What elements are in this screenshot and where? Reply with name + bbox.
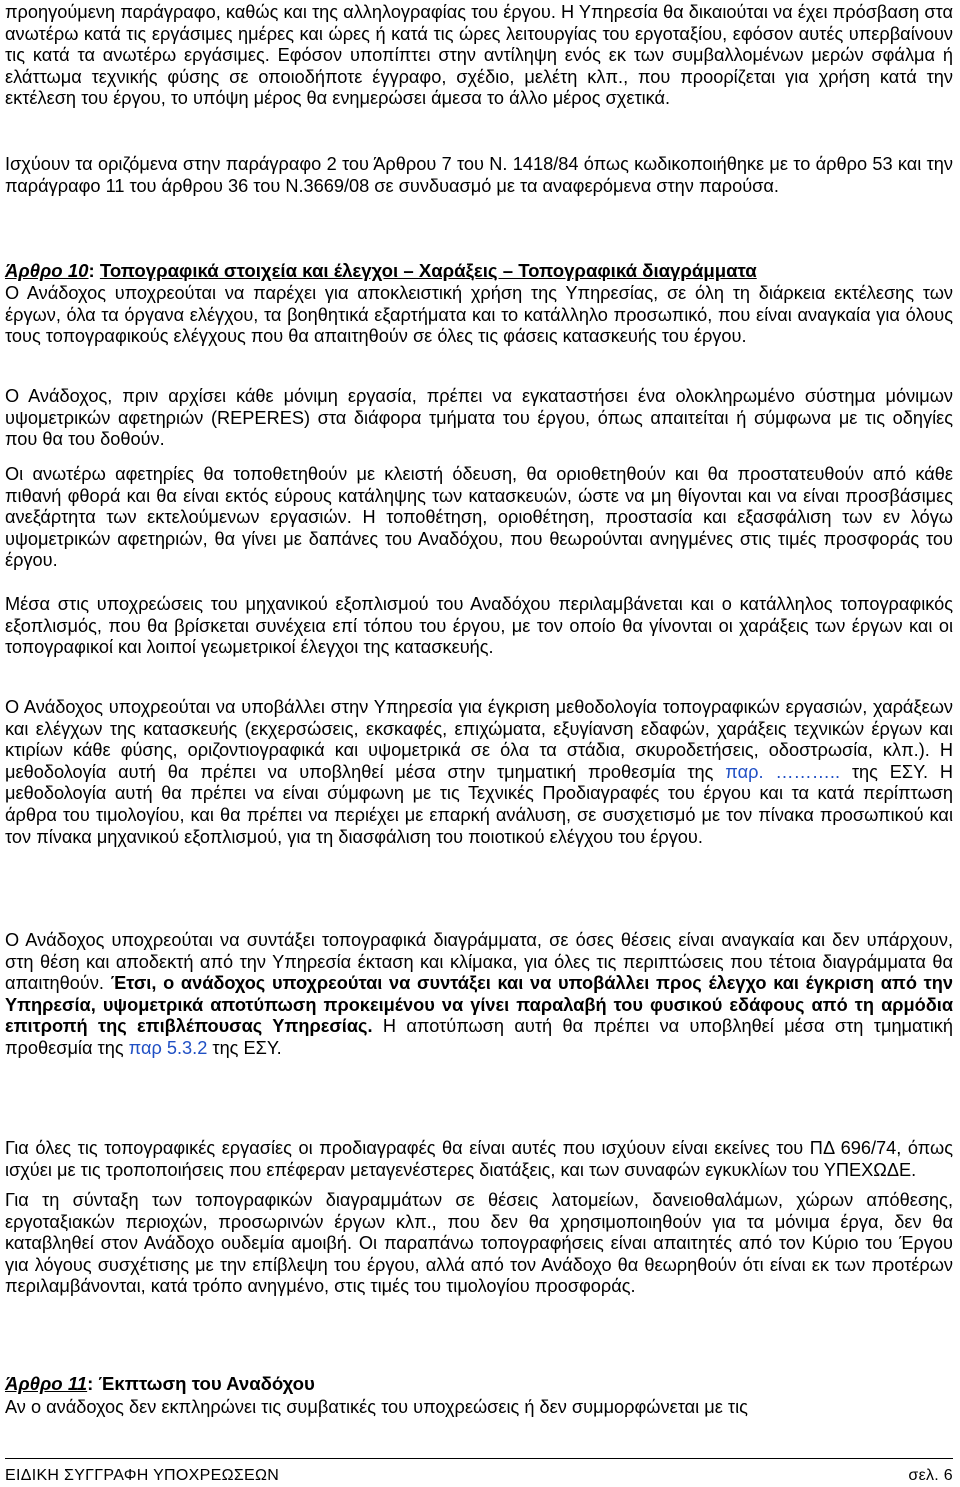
article-11-heading (5, 1373, 953, 1395)
article-10-paragraph-4: Μέσα στις υποχρεώσεις του μηχανικού εξοπλισμού του Αναδόχου περιλαμβάνεται και ο κατάλληλος τοπογραφικός εξοπλισμός, που θα βρίσκεται συνέχεια επί τόπου του έργου, με τον οποίο θα γίνονται οι χαράξεις των έργων και οι τοπογραφικοί και λοιποί γεωμετρικοί έλεγχοι της κατασκευής. (5, 594, 953, 658)
article-10-paragraph-1: Ο Ανάδοχος υποχρεούται να παρέχει για αποκλειστική χρήση της Υπηρεσίας, σε όλη τη διάρκεια εκτέλεσης των έργων, όλα τα όργανα ελέγχου, τα βοηθητικά εξαρτήματα και το κατάλληλο προσωπικό, που είναι αναγκαία για όλους τους τοπογραφικούς ελέγχους που θα απαιτηθούν σε όλες τις φάσεις κατασκευής του έργου. (5, 283, 953, 347)
p5-text-b: της ΕΣΥ. Η μεθοδολογία αυτή θα πρέπει να είναι σύμφωνη με τις Τεχνικές Προδιαγραφές του έργου και τα κατά περίπτωση άρθρα του τιμολογίου, και θα πρέπει να περιέχει με επαρκή ανάλυση, σε συσχετισμό με τον πίνακα προσωπικού και τον πίνακα μηχανικού εξοπλισμού, για τη διασφάλιση του ποιοτικού ελέγχου του έργου. (5, 761, 953, 847)
article-10-paragraph-2: Ο Ανάδοχος, πριν αρχίσει κάθε μόνιμη εργασία, πρέπει να εγκαταστήσει ένα ολοκληρωμένο σύστημα μόνιμων υψομετρικών αφετηριών (REPERES) στα διάφορα τμήματα του έργου, όπως απαιτείται ή σύμφωνα με τις οδηγίες που θα του δοθούν. (5, 386, 953, 450)
article-10-colon: : (88, 260, 100, 281)
paragraph-top: προηγούμενη παράγραφο, καθώς και της αλληλογραφίας του έργου. Η Υπηρεσία θα δικαιούται να έχει πρόσβαση στα ανωτέρω κατά τις εργάσιμες ημέρες και ώρες ή κατά τις ώρες λειτουργίας του εργοταξίου, εφόσον αυτές υπερβαίνουν τις κατά τα ανωτέρω εργάσιμες. Εφόσον υποπίπτει στην αντίληψη ενός εκ των συμβαλλομένων μερών σφάλμα ή ελάττωμα τεχνικής φύσης σε οποιοδήποτε έγγραφο, σχέδιο, μελέτη κλπ., που προορίζεται για χρήση κατά την εκτέλεση του έργου, το υπόψη μέρος θα ενημερώσει άμεσα το άλλο μέρος σχετικά. (5, 2, 953, 109)
article-10-paragraph-8: Για τη σύνταξη των τοπογραφικών διαγραμμάτων σε θέσεις λατομείων, δανειοθαλάμων, χώρων απόθεσης, εργοταξιακών περιοχών, προσωρινών έργων κλπ., που δεν θα χρησιμοποιηθούν για τα μόνιμα έργα, δεν θα καταβληθεί στον Ανάδοχο ουδεμία αμοιβή. Οι παραπάνω τοπογραφήσεις είναι απαιτητές από τον Κύριο του Έργου για λόγους συσχέτισης με την επίβλεψη του έργου, αλλά από τον Ανάδοχο θα θεωρηθούν ότι είναι εκ των προτέρων περιλαμβάνονται, κατά τρόπο ανηγμένο, στις τιμές του τιμολογίου προσφοράς. (5, 1190, 953, 1297)
article-11-paragraph-1: Αν ο ανάδοχος δεν εκπληρώνει τις συμβατικές του υποχρεώσεις ή δεν συμμορφώνεται με τις (5, 1397, 748, 1417)
article-11-label: Άρθρο 11 (5, 1373, 88, 1394)
article-10-paragraph-7: Για όλες τις τοπογραφικές εργασίες οι προδιαγραφές θα είναι αυτές που ισχύουν είναι εκείνες του ΠΔ 696/74, όπως ισχύει με τις τροποποιήσεις που επέφεραν μεταγενέστερες διατάξεις, και των συναφών εγκυκλίων του ΥΠΕΧΩΔΕ. (5, 1138, 953, 1180)
p6-text-b: Η αποτύπωση αυτή θα πρέπει να υποβληθεί μέσα στη τμηματική προθεσμία της (5, 1016, 953, 1058)
article-11-colon: : (87, 1373, 99, 1394)
article-10-label: Άρθρο 10 (5, 260, 89, 281)
article-10-paragraph-5 (5, 697, 953, 848)
footer-page-number: σελ. 6 (908, 1467, 953, 1484)
footer-document-title: ΕΙΔΙΚΗ ΣΥΓΓΡΑΦΗ ΥΠΟΧΡΕΩΣΕΩΝ (5, 1467, 280, 1484)
p6-bold-text: Έτσι, ο ανάδοχος υποχρεούται να συντάξει και να υποβάλλει προς έλεγχο και έγκριση από την Υπηρεσία, υψομετρικά αποτύπωση προκειμένου να γίνει παραλαβή του φυσικού εδάφους από τη αρμόδια επιτροπή της επιβλέπουσας Υπηρεσίας. (5, 973, 953, 1037)
article-10-paragraph-3: Οι ανωτέρω αφετηρίες θα τοποθετηθούν με κλειστή όδευση, θα οριοθετηθούν και θα προστατευθούν από κάθε πιθανή φθορά και θα είναι εκτός εύρους κατάληψης των κατασκευών, ώστε να μη θίγονται και να είναι προσβάσιμες ανεξάρτητα των εκτελούμενων εργασιών. Η τοποθέτηση, οριοθέτηση, προστασία και εξασφάλιση των εν λόγω υψομετρικών αφετηριών, θα γίνει με δαπάνες του Αναδόχου, που θεωρούνται ανηγμένες στις τιμές προσφοράς του έργου. (5, 464, 953, 571)
p5-text-a: Ο Ανάδοχος υποχρεούται να υποβάλλει στην Υπηρεσία για έγκριση μεθοδολογία τοπογραφικών εργασιών, χαράξεων και ελέγχων της κατασκευής (εκχερσώσεις, εκσκαφές, επιχώματα, εξυγίανση εδαφών, χαράξεις τεχνικών έργων και κτιρίων κάθε φύσης, οριζοντιογραφικά και υψομετρικά σε όλα τα στάδια, σκυροδετήσεις, οδοστρωσία, κλπ.). Η μεθοδολογία αυτή θα πρέπει να υποβληθεί μέσα στην τμηματική προθεσμία της (5, 697, 953, 782)
p5-reference-link[interactable]: παρ. ……….. (725, 761, 841, 782)
p6-reference-link[interactable]: παρ 5.3.2 (128, 1037, 208, 1058)
article-10-title: Τοπογραφικά στοιχεία και έλεγχοι – Χαράξεις – Τοπογραφικά διαγράμματα (99, 260, 757, 281)
p6-text-a: Ο Ανάδοχος υποχρεούται να συντάξει τοπογραφικά διαγράμματα, σε όσες θέσεις είναι αναγκαία και δεν υπάρχουν, στη θέση και αποδεκτή από την Υπηρεσία έκταση και κλίμακα, για όλες τις περιπτώσεις που τέτοια διαγράμματα θα απαιτηθούν. (5, 930, 953, 994)
article-10-heading (5, 260, 953, 282)
paragraph-top-2: Ισχύουν τα οριζόμενα στην παράγραφο 2 του Άρθρου 7 του Ν. 1418/84 όπως κωδικοποιήθηκε με το άρθρο 53 και την παράγραφο 11 του άρθρου 36 του Ν.3669/08 σε συνδυασμό με τα αναφερόμενα στην παρούσα. (5, 154, 953, 196)
article-10-paragraph-6 (5, 930, 953, 1060)
footer-divider (5, 1458, 953, 1459)
p6-text-c: της ΕΣΥ. (207, 1037, 282, 1058)
article-11-title: Έκπτωση του Αναδόχου (98, 1373, 315, 1394)
